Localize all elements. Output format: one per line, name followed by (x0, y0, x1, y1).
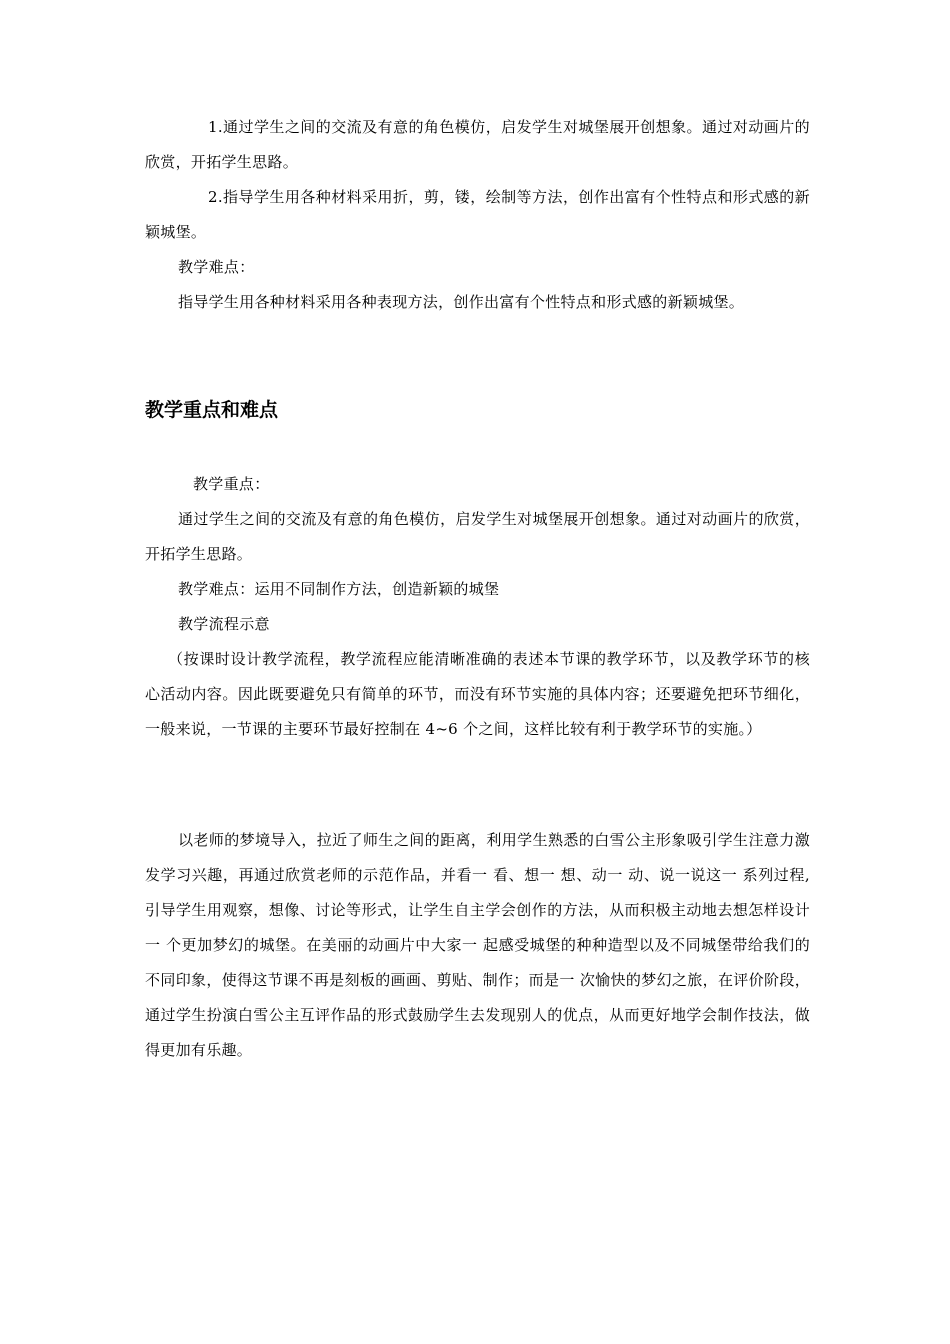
focus-label: 教学重点： (193, 475, 270, 493)
difficulty-label: 教学难点： (178, 258, 255, 276)
objective-item-1: 1.通过学生之间的交流及有意的角色模仿，启发学生对城堡展开创想象。通过对动画片的欣赏，开拓学生思路。 (145, 118, 810, 171)
difficulty-text: 指导学生用各种材料采用各种表现方法，创作出富有个性特点和形式感的新颖城堡。 (178, 293, 745, 311)
flow-note: （按课时设计教学流程，教学流程应能清晰准确的表述本节课的教学环节，以及教学环节的核心活动内容。因此既要避免只有简单的环节，而没有环节实施的具体内容；还要避免把环节细化，一般来说，一节课的主要环节最好控制在 4~6 个之间，这样比较有利于教学环节的实施。） (145, 650, 810, 738)
objective-item-2: 2.指导学生用各种材料采用折，剪，镂，绘制等方法，创作出富有个性特点和形式感的新颖城堡。 (145, 188, 810, 241)
focus-text: 通过学生之间的交流及有意的角色模仿，启发学生对城堡展开创想象。通过对动画片的欣赏，开拓学生思路。 (145, 510, 810, 563)
section-heading: 教学重点和难点 (145, 399, 279, 421)
difficulty-line: 教学难点：运用不同制作方法，创造新颖的城堡 (178, 580, 500, 598)
flow-body: 以老师的梦境导入，拉近了师生之间的距离，利用学生熟悉的白雪公主形象吸引学生注意力激发学习兴趣，再通过欣赏老师的示范作品，并看一 看、想一 想、动一 动、说一说这一 系列过程,引导学生用观察，想像、讨论等形式，让学生自主学会创作的方法，从而积极主动地去想怎样设计一 个更加梦幻的城堡。在美丽的动画片中大家一 起感受城堡的种种造型以及不同城堡带给我们的不同印象，使得这节课不再是刻板的画画、剪贴、制作；而是一 次愉快的梦幻之旅，在评价阶段，通过学生扮演白雪公主互评作品的形式鼓励学生去发现别人的优点，从而更好地学会制作技法，做得更加有乐趣。 (145, 831, 810, 1059)
flow-label: 教学流程示意 (178, 615, 270, 633)
